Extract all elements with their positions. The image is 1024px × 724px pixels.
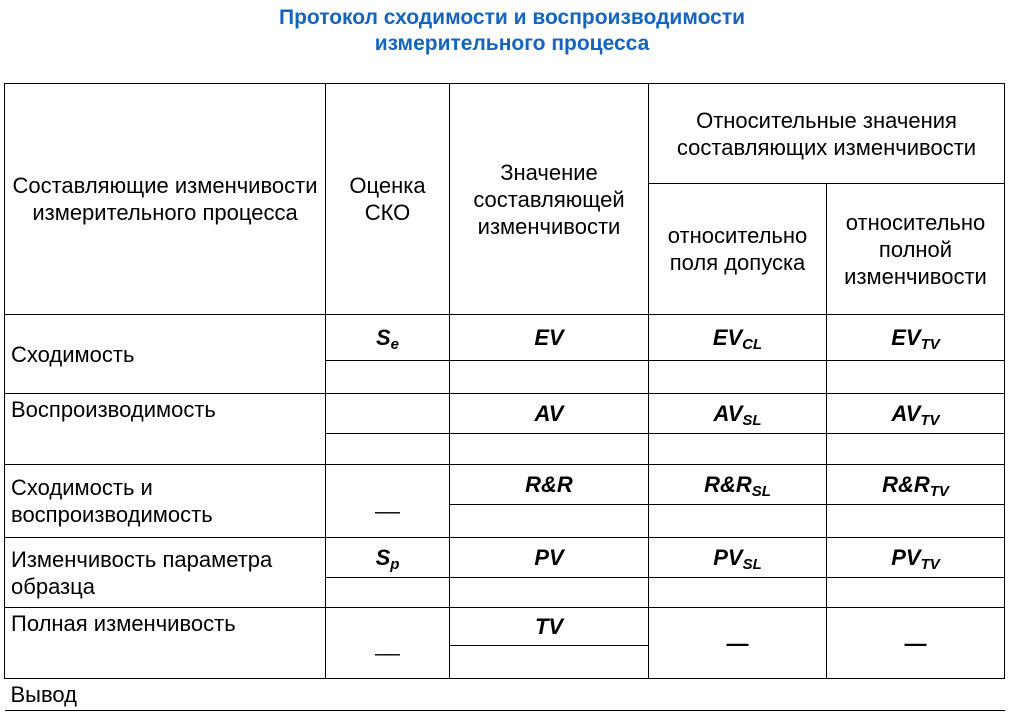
tol-part: $PV_{SL}$	[649, 538, 827, 578]
sko-part: $S_p$	[326, 538, 450, 578]
empty-cell	[649, 361, 827, 394]
header-relative: Относительные значения составляющих изменчивости	[649, 84, 1005, 184]
tot-reproducibility: $AV_{TV}$	[827, 394, 1005, 434]
page-title	[0, 5, 1024, 57]
tot-part: $PV_{TV}$	[827, 538, 1005, 578]
empty-cell	[649, 434, 827, 465]
empty-cell	[450, 646, 649, 679]
row-label-total: Полная изменчивость	[5, 608, 326, 679]
value-repeatability: EV	[450, 315, 649, 361]
empty-cell	[450, 361, 649, 394]
tol-reproducibility: $AV_{SL}$	[649, 394, 827, 434]
row-label-rr: Сходимость и воспроизводимость	[5, 465, 326, 538]
empty-cell	[326, 434, 450, 465]
tot-repeatability: $EV_{TV}$	[827, 315, 1005, 361]
protocol-table	[4, 83, 1005, 711]
empty-cell	[450, 434, 649, 465]
empty-cell	[827, 361, 1005, 394]
sko-repeatability: $S_e$	[326, 315, 450, 361]
header-value: Значение составляющей изменчивости	[450, 84, 649, 315]
header-components: Составляющие изменчивости измерительного процесса	[5, 84, 326, 315]
title-line-2: измерительного процесса	[374, 32, 650, 55]
tol-rr: $R\&R_{SL}$	[649, 465, 827, 505]
empty-cell	[326, 394, 450, 434]
value-total: TV	[450, 608, 649, 646]
tol-repeatability: $EV_{CL}$	[649, 315, 827, 361]
tot-rr: $R\&R_{TV}$	[827, 465, 1005, 505]
value-part: PV	[450, 538, 649, 578]
title-line-1: Протокол сходимости и воспроизводимости	[278, 6, 746, 29]
row-label-repeatability: Сходимость	[5, 315, 326, 394]
empty-cell	[649, 578, 827, 608]
conclusion-label: Вывод	[5, 679, 1005, 711]
empty-cell	[450, 505, 649, 538]
sko-rr-dash: __	[326, 465, 450, 538]
empty-cell	[326, 578, 450, 608]
empty-cell	[827, 434, 1005, 465]
tot-total-dash: —	[827, 608, 1005, 679]
header-rel-tolerance: относительно поля допуска	[649, 184, 827, 315]
empty-cell	[649, 505, 827, 538]
value-reproducibility: AV	[450, 394, 649, 434]
header-sko: Оценка СКО	[326, 84, 450, 315]
empty-cell	[450, 578, 649, 608]
row-label-part: Изменчивость параметра образца	[5, 538, 326, 608]
header-rel-total: относительно полной изменчивости	[827, 184, 1005, 315]
empty-cell	[326, 361, 450, 394]
sko-total-dash: __	[326, 608, 450, 679]
row-label-reproducibility: Воспроизводимость	[5, 394, 326, 465]
empty-cell	[827, 578, 1005, 608]
tol-total-dash: —	[649, 608, 827, 679]
value-rr: R&R	[450, 465, 649, 505]
empty-cell	[827, 505, 1005, 538]
